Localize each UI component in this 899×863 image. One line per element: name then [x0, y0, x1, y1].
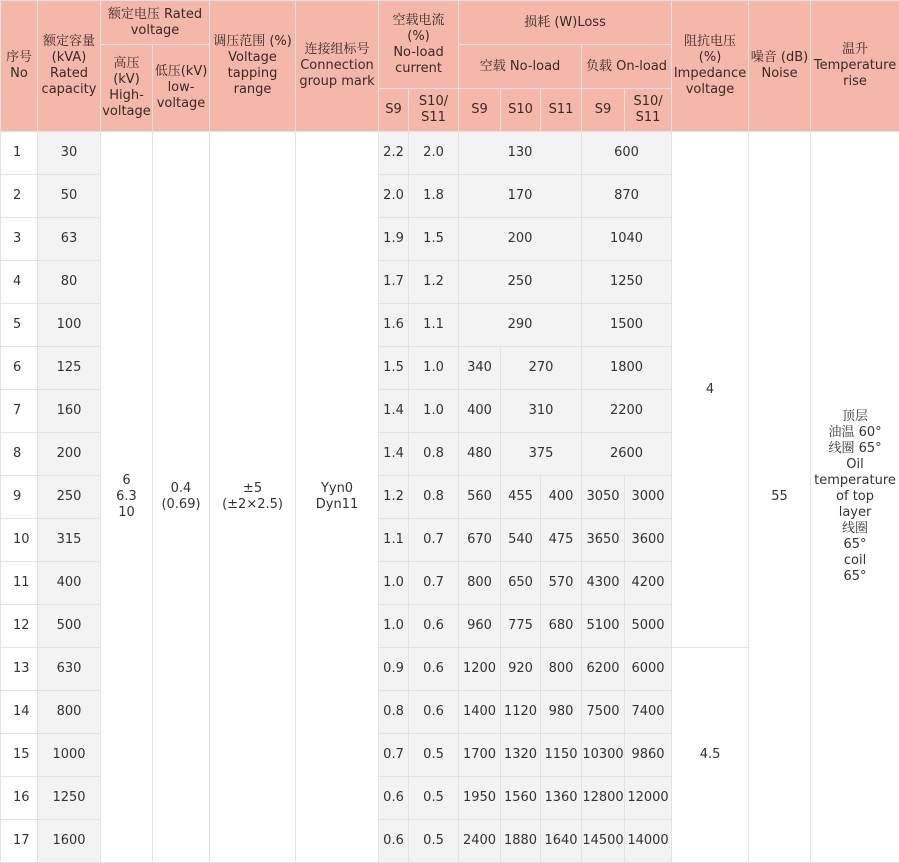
cell-capacity: 250: [38, 476, 101, 519]
cell-s11-noload-loss: 680: [541, 605, 582, 648]
header-lv: 低压(kV) low- voltage: [153, 45, 210, 132]
cell-s9-noload-loss: 1200: [459, 648, 501, 691]
header-rated-voltage: 额定电压 Rated voltage: [101, 1, 210, 45]
cell-s10-noload-loss: 540: [501, 519, 541, 562]
cell-s9-onload-loss: 7500: [582, 691, 625, 734]
header-s9-current: S9: [379, 89, 409, 132]
table-row: [1, 132, 899, 175]
cell-no: 8: [1, 433, 38, 476]
cell-s9-current: 1.1: [379, 519, 409, 562]
cell-s11-noload-loss: 980: [541, 691, 582, 734]
cell-s9-noload-loss: 2400: [459, 820, 501, 863]
cell-s1011-current: 1.5: [409, 218, 459, 261]
cell-s1011-current: 0.6: [409, 605, 459, 648]
cell-s1011-current: 0.6: [409, 648, 459, 691]
cell-s1011-current: 1.0: [409, 390, 459, 433]
cell-s1011-current: 0.5: [409, 777, 459, 820]
cell-no: 3: [1, 218, 38, 261]
cell-s9-noload-loss: 670: [459, 519, 501, 562]
cell-s1011-current: 0.6: [409, 691, 459, 734]
cell-no: 17: [1, 820, 38, 863]
cell-no: 5: [1, 304, 38, 347]
cell-s10-noload-loss: 1320: [501, 734, 541, 777]
cell-noload-loss: 170: [459, 175, 582, 218]
cell-s9-onload-loss: 10300: [582, 734, 625, 777]
cell-s9-onload-loss: 4300: [582, 562, 625, 605]
cell-s9-current: 0.6: [379, 777, 409, 820]
cell-onload-loss: 1800: [582, 347, 672, 390]
cell-no: 4: [1, 261, 38, 304]
cell-capacity: 100: [38, 304, 101, 347]
cell-no: 9: [1, 476, 38, 519]
cell-s1011-current: 1.1: [409, 304, 459, 347]
header-onload-loss: 负载 On-load: [582, 45, 672, 89]
header-s11-noload: S11: [541, 89, 582, 132]
cell-no: 2: [1, 175, 38, 218]
cell-no: 11: [1, 562, 38, 605]
cell-capacity: 1000: [38, 734, 101, 777]
cell-impedance-voltage: 4: [672, 132, 749, 648]
cell-capacity: 800: [38, 691, 101, 734]
cell-s10-noload-loss: 455: [501, 476, 541, 519]
cell-s1011-onload-loss: 4200: [625, 562, 672, 605]
header-noload-current: 空载电流 (%) No-load current: [379, 1, 459, 89]
cell-s9-current: 0.9: [379, 648, 409, 691]
cell-s9-noload-loss: 480: [459, 433, 501, 476]
cell-s11-noload-loss: 1150: [541, 734, 582, 777]
header-loss: 损耗 (W)Loss: [459, 1, 672, 45]
cell-capacity: 315: [38, 519, 101, 562]
cell-s10-noload-loss: 1560: [501, 777, 541, 820]
cell-s9-noload-loss: 800: [459, 562, 501, 605]
cell-s10-noload-loss: 775: [501, 605, 541, 648]
header-no: 序号 No: [1, 1, 38, 132]
cell-s9-current: 2.2: [379, 132, 409, 175]
header-s10-noload: S10: [501, 89, 541, 132]
cell-s9-current: 0.8: [379, 691, 409, 734]
cell-noload-loss: 250: [459, 261, 582, 304]
cell-noload-loss: 290: [459, 304, 582, 347]
cell-s9-current: 0.6: [379, 820, 409, 863]
header-connection: 连接组标号 Connection group mark: [296, 1, 379, 132]
cell-s1011-current: 0.8: [409, 476, 459, 519]
cell-s10-noload-loss: 1880: [501, 820, 541, 863]
cell-s1011-current: 0.7: [409, 562, 459, 605]
cell-onload-loss: 2600: [582, 433, 672, 476]
header-s1011-current: S10/ S11: [409, 89, 459, 132]
cell-capacity: 50: [38, 175, 101, 218]
cell-capacity: 200: [38, 433, 101, 476]
cell-capacity: 125: [38, 347, 101, 390]
cell-s1011-onload-loss: 6000: [625, 648, 672, 691]
cell-impedance-voltage: 4.5: [672, 648, 749, 863]
cell-no: 15: [1, 734, 38, 777]
cell-s1011-current: 1.0: [409, 347, 459, 390]
cell-capacity: 30: [38, 132, 101, 175]
cell-capacity: 400: [38, 562, 101, 605]
cell-tapping-range: ±5 (±2×2.5): [210, 132, 296, 863]
cell-s9-current: 1.4: [379, 390, 409, 433]
cell-s9-noload-loss: 1400: [459, 691, 501, 734]
cell-s9-current: 1.5: [379, 347, 409, 390]
cell-s1011-onload-loss: 14000: [625, 820, 672, 863]
cell-s9-noload-loss: 400: [459, 390, 501, 433]
cell-s9-noload-loss: 560: [459, 476, 501, 519]
header-impedance: 阻抗电压 (%) Impedance voltage: [672, 1, 749, 132]
cell-s9-current: 1.0: [379, 562, 409, 605]
cell-s1011-onload-loss: 3600: [625, 519, 672, 562]
cell-capacity: 1250: [38, 777, 101, 820]
cell-s1011-current: 0.5: [409, 820, 459, 863]
cell-no: 1: [1, 132, 38, 175]
cell-no: 7: [1, 390, 38, 433]
cell-s11-noload-loss: 475: [541, 519, 582, 562]
cell-s9-onload-loss: 3050: [582, 476, 625, 519]
cell-no: 14: [1, 691, 38, 734]
cell-capacity: 160: [38, 390, 101, 433]
cell-s1011-current: 2.0: [409, 132, 459, 175]
cell-noise: 55: [749, 132, 811, 863]
cell-s9-onload-loss: 14500: [582, 820, 625, 863]
cell-capacity: 80: [38, 261, 101, 304]
cell-onload-loss: 600: [582, 132, 672, 175]
cell-s1011-current: 1.2: [409, 261, 459, 304]
cell-s9-noload-loss: 1950: [459, 777, 501, 820]
cell-s9-current: 0.7: [379, 734, 409, 777]
cell-s9-noload-loss: 960: [459, 605, 501, 648]
cell-s11-noload-loss: 1360: [541, 777, 582, 820]
cell-s1011-current: 0.8: [409, 433, 459, 476]
header-s9-onload: S9: [582, 89, 625, 132]
cell-s1011-current: 1.8: [409, 175, 459, 218]
header-noload-loss: 空载 No-load: [459, 45, 582, 89]
cell-s1011-onload-loss: 9860: [625, 734, 672, 777]
cell-s11-noload-loss: 400: [541, 476, 582, 519]
cell-s9-current: 1.9: [379, 218, 409, 261]
cell-s11-noload-loss: 800: [541, 648, 582, 691]
cell-s1011-onload-loss: 12000: [625, 777, 672, 820]
cell-s9-onload-loss: 3650: [582, 519, 625, 562]
cell-s9-current: 1.6: [379, 304, 409, 347]
cell-s1011-current: 0.7: [409, 519, 459, 562]
cell-no: 13: [1, 648, 38, 691]
cell-noload-loss: 200: [459, 218, 582, 261]
cell-s11-noload-loss: 1640: [541, 820, 582, 863]
cell-high-voltage: 6 6.3 10: [101, 132, 153, 863]
header-noise: 噪音 (dB) Noise: [749, 1, 811, 132]
cell-s9-onload-loss: 5100: [582, 605, 625, 648]
cell-s9-onload-loss: 6200: [582, 648, 625, 691]
cell-low-voltage: 0.4 (0.69): [153, 132, 210, 863]
cell-s1011-onload-loss: 5000: [625, 605, 672, 648]
cell-no: 10: [1, 519, 38, 562]
cell-s10-noload-loss: 1120: [501, 691, 541, 734]
cell-s1011-onload-loss: 3000: [625, 476, 672, 519]
header-s1011-onload: S10/ S11: [625, 89, 672, 132]
cell-onload-loss: 1040: [582, 218, 672, 261]
cell-onload-loss: 1500: [582, 304, 672, 347]
header-capacity: 额定容量 (kVA) Rated capacity: [38, 1, 101, 132]
header-s9-noload: S9: [459, 89, 501, 132]
cell-s9-noload-loss: 1700: [459, 734, 501, 777]
cell-onload-loss: 2200: [582, 390, 672, 433]
cell-s1011-onload-loss: 7400: [625, 691, 672, 734]
table-body: [1, 132, 899, 863]
cell-capacity: 630: [38, 648, 101, 691]
cell-no: 12: [1, 605, 38, 648]
cell-s1011-noload-loss: 310: [501, 390, 582, 433]
cell-s1011-noload-loss: 270: [501, 347, 582, 390]
cell-s10-noload-loss: 650: [501, 562, 541, 605]
cell-no: 6: [1, 347, 38, 390]
cell-connection-group: Yyn0 Dyn11: [296, 132, 379, 863]
cell-s9-current: 1.4: [379, 433, 409, 476]
cell-capacity: 500: [38, 605, 101, 648]
cell-s9-current: 1.2: [379, 476, 409, 519]
cell-onload-loss: 1250: [582, 261, 672, 304]
header-hv: 高压 (kV) High- voltage: [101, 45, 153, 132]
cell-s9-current: 2.0: [379, 175, 409, 218]
cell-s11-noload-loss: 570: [541, 562, 582, 605]
cell-s9-current: 1.0: [379, 605, 409, 648]
cell-s1011-current: 0.5: [409, 734, 459, 777]
cell-s1011-noload-loss: 375: [501, 433, 582, 476]
header-temp: 温升 Temperature rise: [811, 1, 899, 132]
table-header: [1, 1, 899, 132]
cell-s9-onload-loss: 12800: [582, 777, 625, 820]
cell-capacity: 63: [38, 218, 101, 261]
cell-capacity: 1600: [38, 820, 101, 863]
header-tapping: 调压范围 (%) Voltage tapping range: [210, 1, 296, 132]
cell-noload-loss: 130: [459, 132, 582, 175]
cell-s9-current: 1.7: [379, 261, 409, 304]
cell-temperature-rise: 顶层 油温 60° 线圈 65° Oil temperature of top layer 线圈 65° coil 65°: [811, 132, 899, 863]
cell-s9-noload-loss: 340: [459, 347, 501, 390]
cell-s10-noload-loss: 920: [501, 648, 541, 691]
cell-onload-loss: 870: [582, 175, 672, 218]
cell-no: 16: [1, 777, 38, 820]
